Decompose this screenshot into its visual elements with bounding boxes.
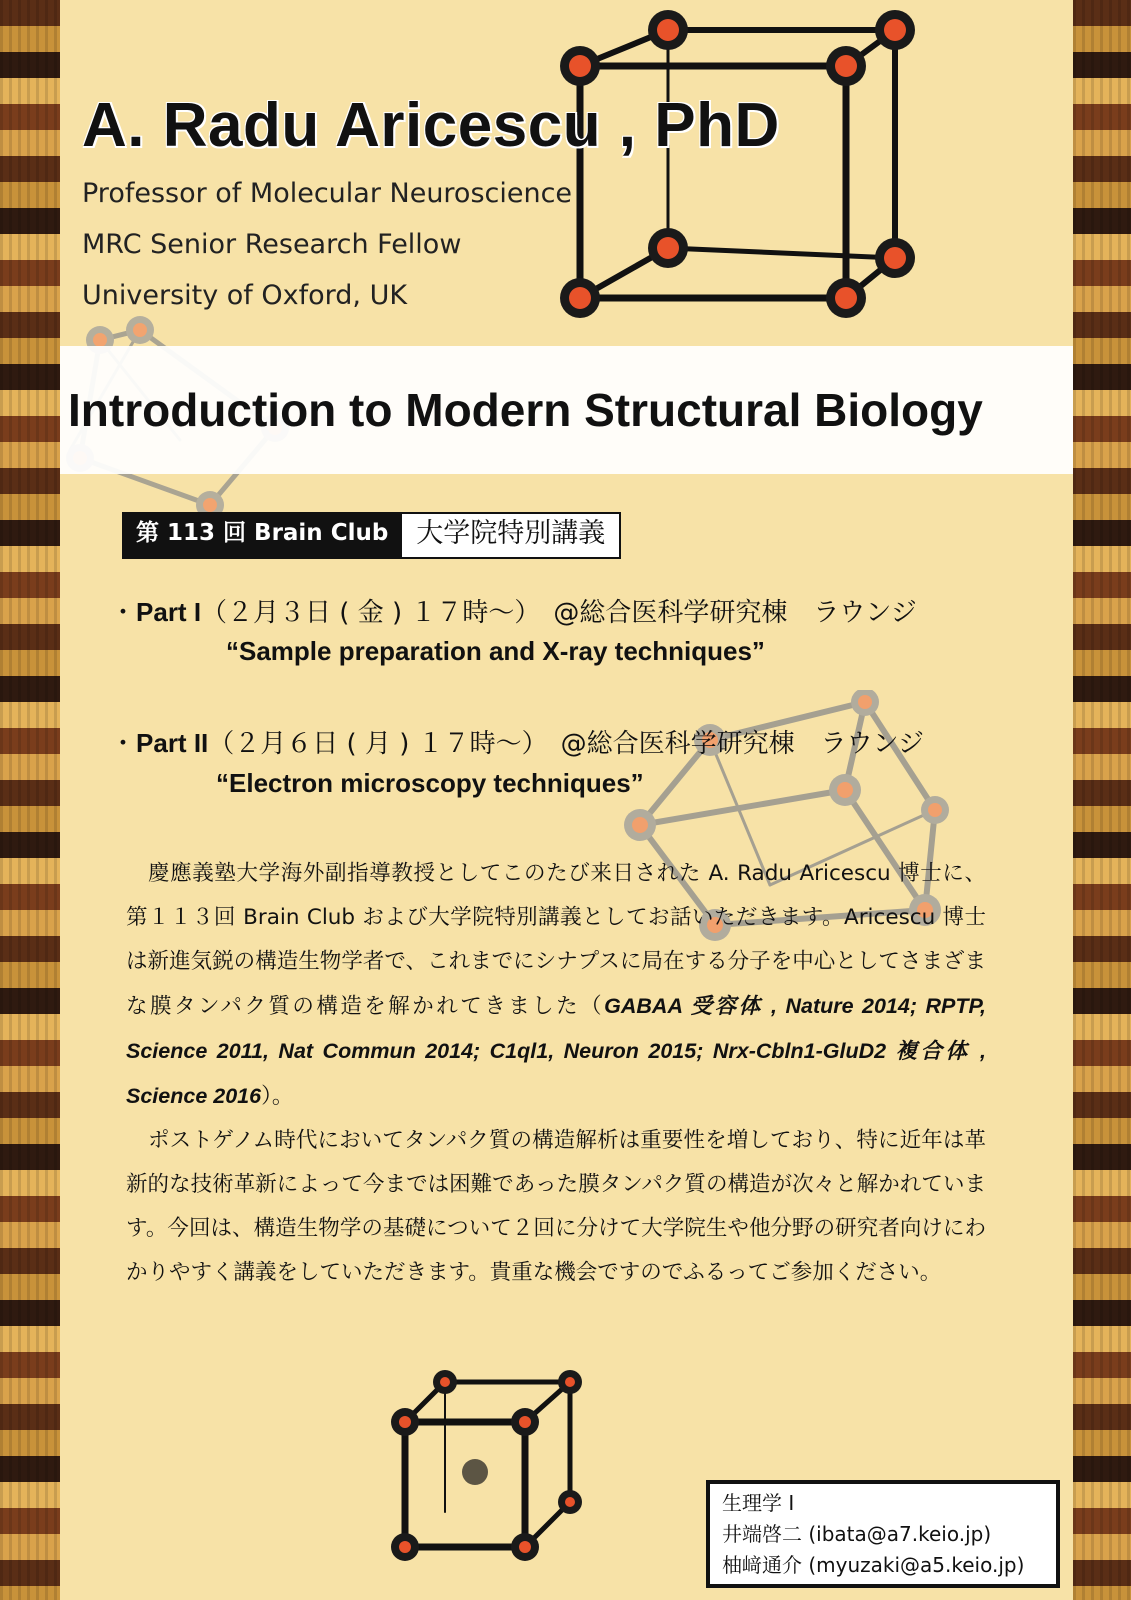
speaker-name: A. Radu Aricescu , PhD [82, 91, 780, 160]
contact-person-2: 柚﨑通介 (myuzaki@a5.keio.jp) [722, 1553, 1025, 1577]
contact-person-1: 井端啓二 (ibata@a7.keio.jp) [722, 1522, 992, 1546]
speaker-affiliation-title: Professor of Molecular Neuroscience [82, 178, 573, 209]
description-p1-text: 慶應義塾大学海外副指導教授としてこのたび来日された A. Radu Aricescu 博士に、第１１３回 Brain Club および大学院特別講義としてお話いただきます。Aricescu 博士は新進気鋭の構造生物学者で、これまでにシナプスに局在する分子を中心としてさまざまな膜タンパク質の構造を解かれてきました（ [126, 861, 986, 1019]
title-band [60, 346, 1073, 474]
molecule-cube-icon [550, 8, 940, 338]
cube-nodes [560, 10, 915, 318]
contact-box [706, 1480, 1060, 1588]
description [126, 852, 986, 1295]
part1-schedule-line: ・Part I（２月３日 ( 金 ) １７時〜） @総合医科学研究棟 ラウンジ [110, 597, 917, 628]
part1-label: Part I [136, 597, 202, 627]
description-references: GABAA 受容体 , Nature 2014; RPTP, Science 2011, Nat Commun 2014; C1ql1, Neuron 2015; Nrx-Cbln1-GluD2 複合体 , Science 2016 [126, 994, 986, 1108]
contact-dept: 生理学 I [722, 1491, 795, 1515]
lecture-title: Introduction to Modern Structural Biology [68, 384, 983, 436]
description-paragraph-1 [126, 852, 986, 1119]
part2-schedule: （２月６日 ( 月 ) １７時〜） @総合医科学研究棟 ラウンジ [208, 729, 924, 759]
part2-title: “Electron microscopy techniques” [216, 768, 644, 798]
part1-schedule: （２月３日 ( 金 ) １７時〜） @総合医科学研究棟 ラウンジ [201, 598, 917, 628]
part2-schedule-line: ・Part II（２月６日 ( 月 ) １７時〜） @総合医科学研究棟 ラウンジ [110, 728, 924, 759]
event-tag [122, 512, 621, 559]
part1-title: “Sample preparation and X-ray techniques” [226, 636, 765, 666]
decorative-border-right [1073, 0, 1131, 1600]
part2-label: Part II [136, 728, 209, 758]
speaker-affiliation-university: University of Oxford, UK [82, 280, 408, 311]
speaker-affiliation-fellowship: MRC Senior Research Fellow [82, 229, 462, 260]
molecule-cube-small-icon [385, 1362, 605, 1572]
description-p1-end: ）。 [261, 1084, 294, 1109]
description-paragraph-2: ポストゲノム時代においてタンパク質の構造解析は重要性を増しており、特に近年は革新的な技術革新によって今までは困難であった膜タンパク質の構造が次々と解かれています。今回は、構造生物学の基礎について２回に分けて大学院生や他分野の研究者向けにわかりやすく講義をしていただきます。貴重な機会ですのでふるってご参加ください。 [126, 1128, 986, 1285]
poster [60, 0, 1073, 1600]
event-series-label: 第 113 回 Brain Club [124, 514, 400, 557]
event-type-label: 大学院特別講義 [400, 514, 619, 557]
decorative-border-left [0, 0, 60, 1600]
